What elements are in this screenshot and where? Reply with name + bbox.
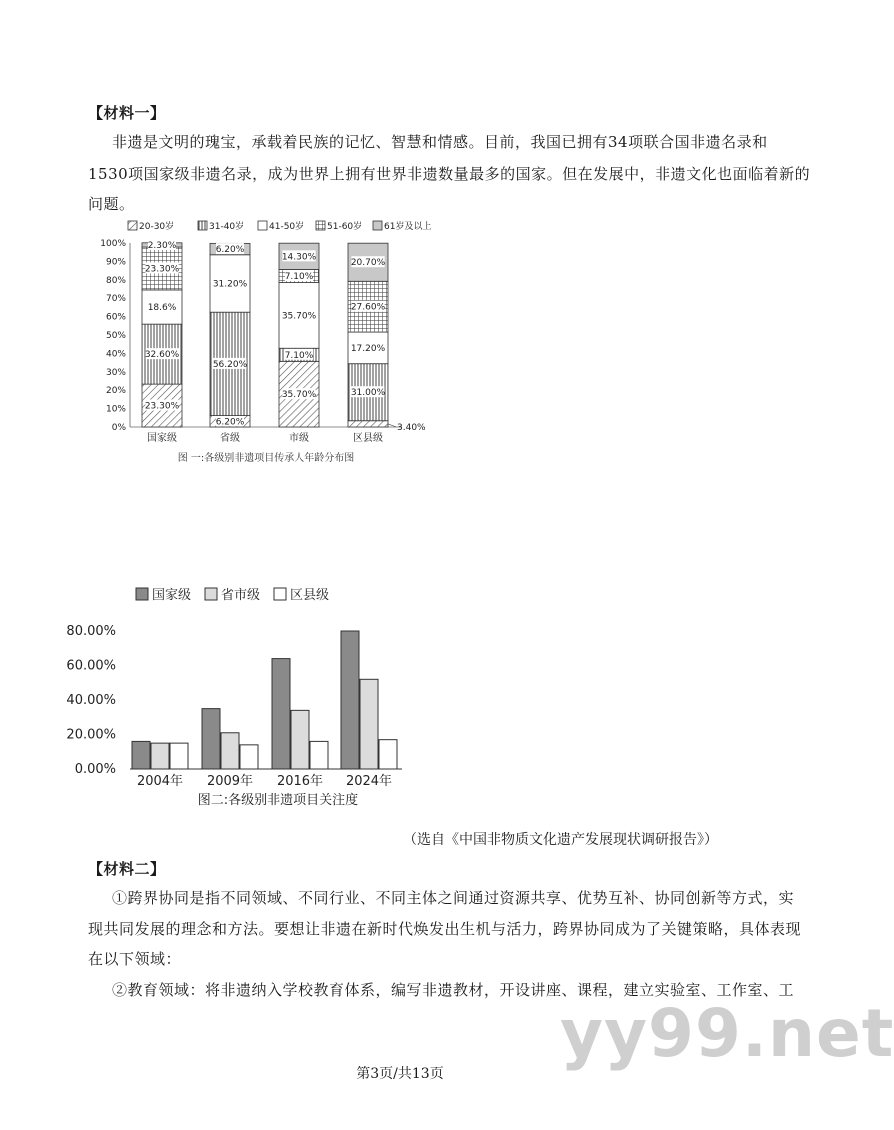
chart1-data-label: 20.70%	[350, 258, 386, 269]
chart1-legend-swatch	[128, 221, 137, 230]
chart2-legend-swatch	[136, 588, 148, 600]
chart1-y-tick: 0%	[111, 423, 126, 433]
chart1-title: 图 一:各级别非遗项目传承人年龄分布图	[177, 453, 355, 464]
chart2-y-tick: 0.00%	[74, 762, 116, 777]
chart1-data-label: 6.20%	[215, 417, 245, 428]
chart2-legend-label: 区县级	[290, 588, 330, 603]
chart2-x-tick: 2009年	[206, 774, 254, 789]
material2-line-4: ②教育领域：将非遗纳入学校教育体系，编写非遗教材，开设讲座、课程，建立实验室、工作室、工	[112, 981, 795, 999]
chart2-bar	[379, 740, 397, 769]
chart2-y-tick: 80.00%	[66, 624, 116, 639]
chart1-y-tick: 70%	[105, 294, 126, 305]
chart1-data-label: 31.20%	[212, 279, 248, 290]
chart1-data-label: 7.10%	[284, 350, 314, 361]
chart1-x-tick: 区县级	[353, 433, 383, 444]
chart1-y-tick: 50%	[105, 331, 126, 341]
source-citation: （选自《中国非物质文化遗产发展现状调研报告》）	[403, 832, 718, 848]
chart1-data-label: 2.30%	[147, 240, 177, 251]
chart2-x-tick: 2016年	[276, 774, 324, 789]
chart2-title: 图二:各级别非遗项目关注度	[197, 793, 359, 808]
chart1-y-tick: 10%	[105, 404, 126, 415]
chart2-bar	[310, 741, 328, 769]
chart1-legend-swatch	[373, 221, 382, 230]
age-distribution-chart	[90, 212, 430, 468]
chart1-y-tick: 20%	[105, 386, 126, 397]
material2-line-3: 在以下领域：	[88, 950, 182, 968]
chart1-legend-swatch	[258, 221, 267, 230]
chart2-bar	[170, 743, 188, 769]
chart1-data-label: 23.30%	[144, 264, 180, 275]
chart1-data-label: 35.70%	[281, 390, 317, 401]
material1-line-2: 1530项国家级非遗名录，成为世界上拥有世界非遗数量最多的国家。但在发展中，非遗文化也面临着新的	[88, 165, 811, 183]
material2-label: 【材料二】	[88, 860, 166, 878]
material2-line-1: ①跨界协同是指不同领域、不同行业、不同主体之间通过资源共享、优势互补、协同创新等方式，实	[112, 889, 795, 907]
chart2-bar	[132, 741, 150, 769]
chart1-legend-label: 51-60岁	[327, 222, 363, 232]
chart1-legend-label: 61岁及以上	[384, 222, 432, 232]
chart2-bar	[272, 659, 290, 769]
chart1-legend-swatch	[198, 221, 207, 230]
chart1-y-tick: 100%	[100, 239, 126, 249]
chart1-data-label: 17.20%	[350, 343, 386, 354]
chart1-x-tick: 市级	[289, 433, 309, 444]
chart1-legend-swatch	[316, 221, 325, 230]
chart1-legend-label: 20-30岁	[139, 222, 175, 232]
material1-line-1: 非遗是文明的瑰宝，承载着民族的记忆、智慧和情感。目前，我国已拥有34项联合国非遗名录和	[112, 133, 768, 151]
chart1-bar-segment	[348, 421, 388, 427]
chart2-bar	[151, 743, 169, 769]
chart2-x-tick: 2024年	[345, 774, 393, 789]
chart1-legend-label: 31-40岁	[209, 222, 245, 232]
chart1-data-label: 31.00%	[350, 388, 386, 399]
attention-chart	[66, 580, 410, 812]
page-footer: 第3页/共13页	[356, 1066, 444, 1082]
chart2-x-tick: 2004年	[136, 774, 184, 789]
chart2-bar	[240, 745, 258, 769]
chart1-data-label: 14.30%	[281, 252, 317, 263]
chart1-data-label: 6.20%	[215, 245, 245, 256]
chart2-bar	[202, 709, 220, 769]
chart2-legend-swatch	[205, 588, 217, 600]
watermark: yy99.net	[560, 995, 894, 1072]
chart1-data-label: 35.70%	[281, 311, 317, 322]
chart1-data-label: 32.60%	[144, 350, 180, 361]
chart1-data-label: 56.20%	[212, 359, 248, 370]
chart2-legend-swatch	[274, 588, 286, 600]
chart2-bar	[341, 631, 359, 769]
chart1-data-label: 7.10%	[284, 272, 314, 283]
material1-label: 【材料一】	[88, 104, 166, 122]
chart2-y-tick: 60.00%	[66, 658, 116, 674]
chart1-y-tick: 40%	[105, 349, 126, 360]
chart1-legend-label: 41-50岁	[269, 222, 305, 232]
chart2-bar	[360, 679, 378, 769]
chart1-y-tick: 30%	[105, 367, 126, 378]
chart2-legend-label: 国家级	[152, 588, 192, 603]
chart2-bar	[221, 733, 239, 769]
chart1-data-label: 27.60%	[350, 302, 386, 313]
material2-line-2: 现共同发展的理念和方法。要想让非遗在新时代焕发出生机与活力，跨界协同成为了关键策略，具体表现	[88, 920, 802, 938]
chart2-legend-label: 省市级	[221, 588, 261, 603]
chart1-leader-line	[388, 424, 396, 427]
chart1-data-label: 23.30%	[144, 401, 180, 412]
chart1-y-tick: 60%	[105, 312, 126, 323]
chart2-y-tick: 20.00%	[66, 727, 116, 743]
chart1-y-tick: 90%	[105, 257, 126, 268]
chart1-data-label: 18.6%	[147, 303, 177, 314]
chart2-y-tick: 40.00%	[66, 693, 116, 708]
chart2-bar	[291, 710, 309, 769]
chart1-x-tick: 国家级	[147, 433, 177, 444]
chart1-x-tick: 省级	[220, 433, 240, 444]
chart1-y-tick: 80%	[105, 275, 126, 286]
material1-line-3: 问题。	[88, 195, 135, 213]
chart1-data-label: 3.40%	[397, 422, 426, 433]
